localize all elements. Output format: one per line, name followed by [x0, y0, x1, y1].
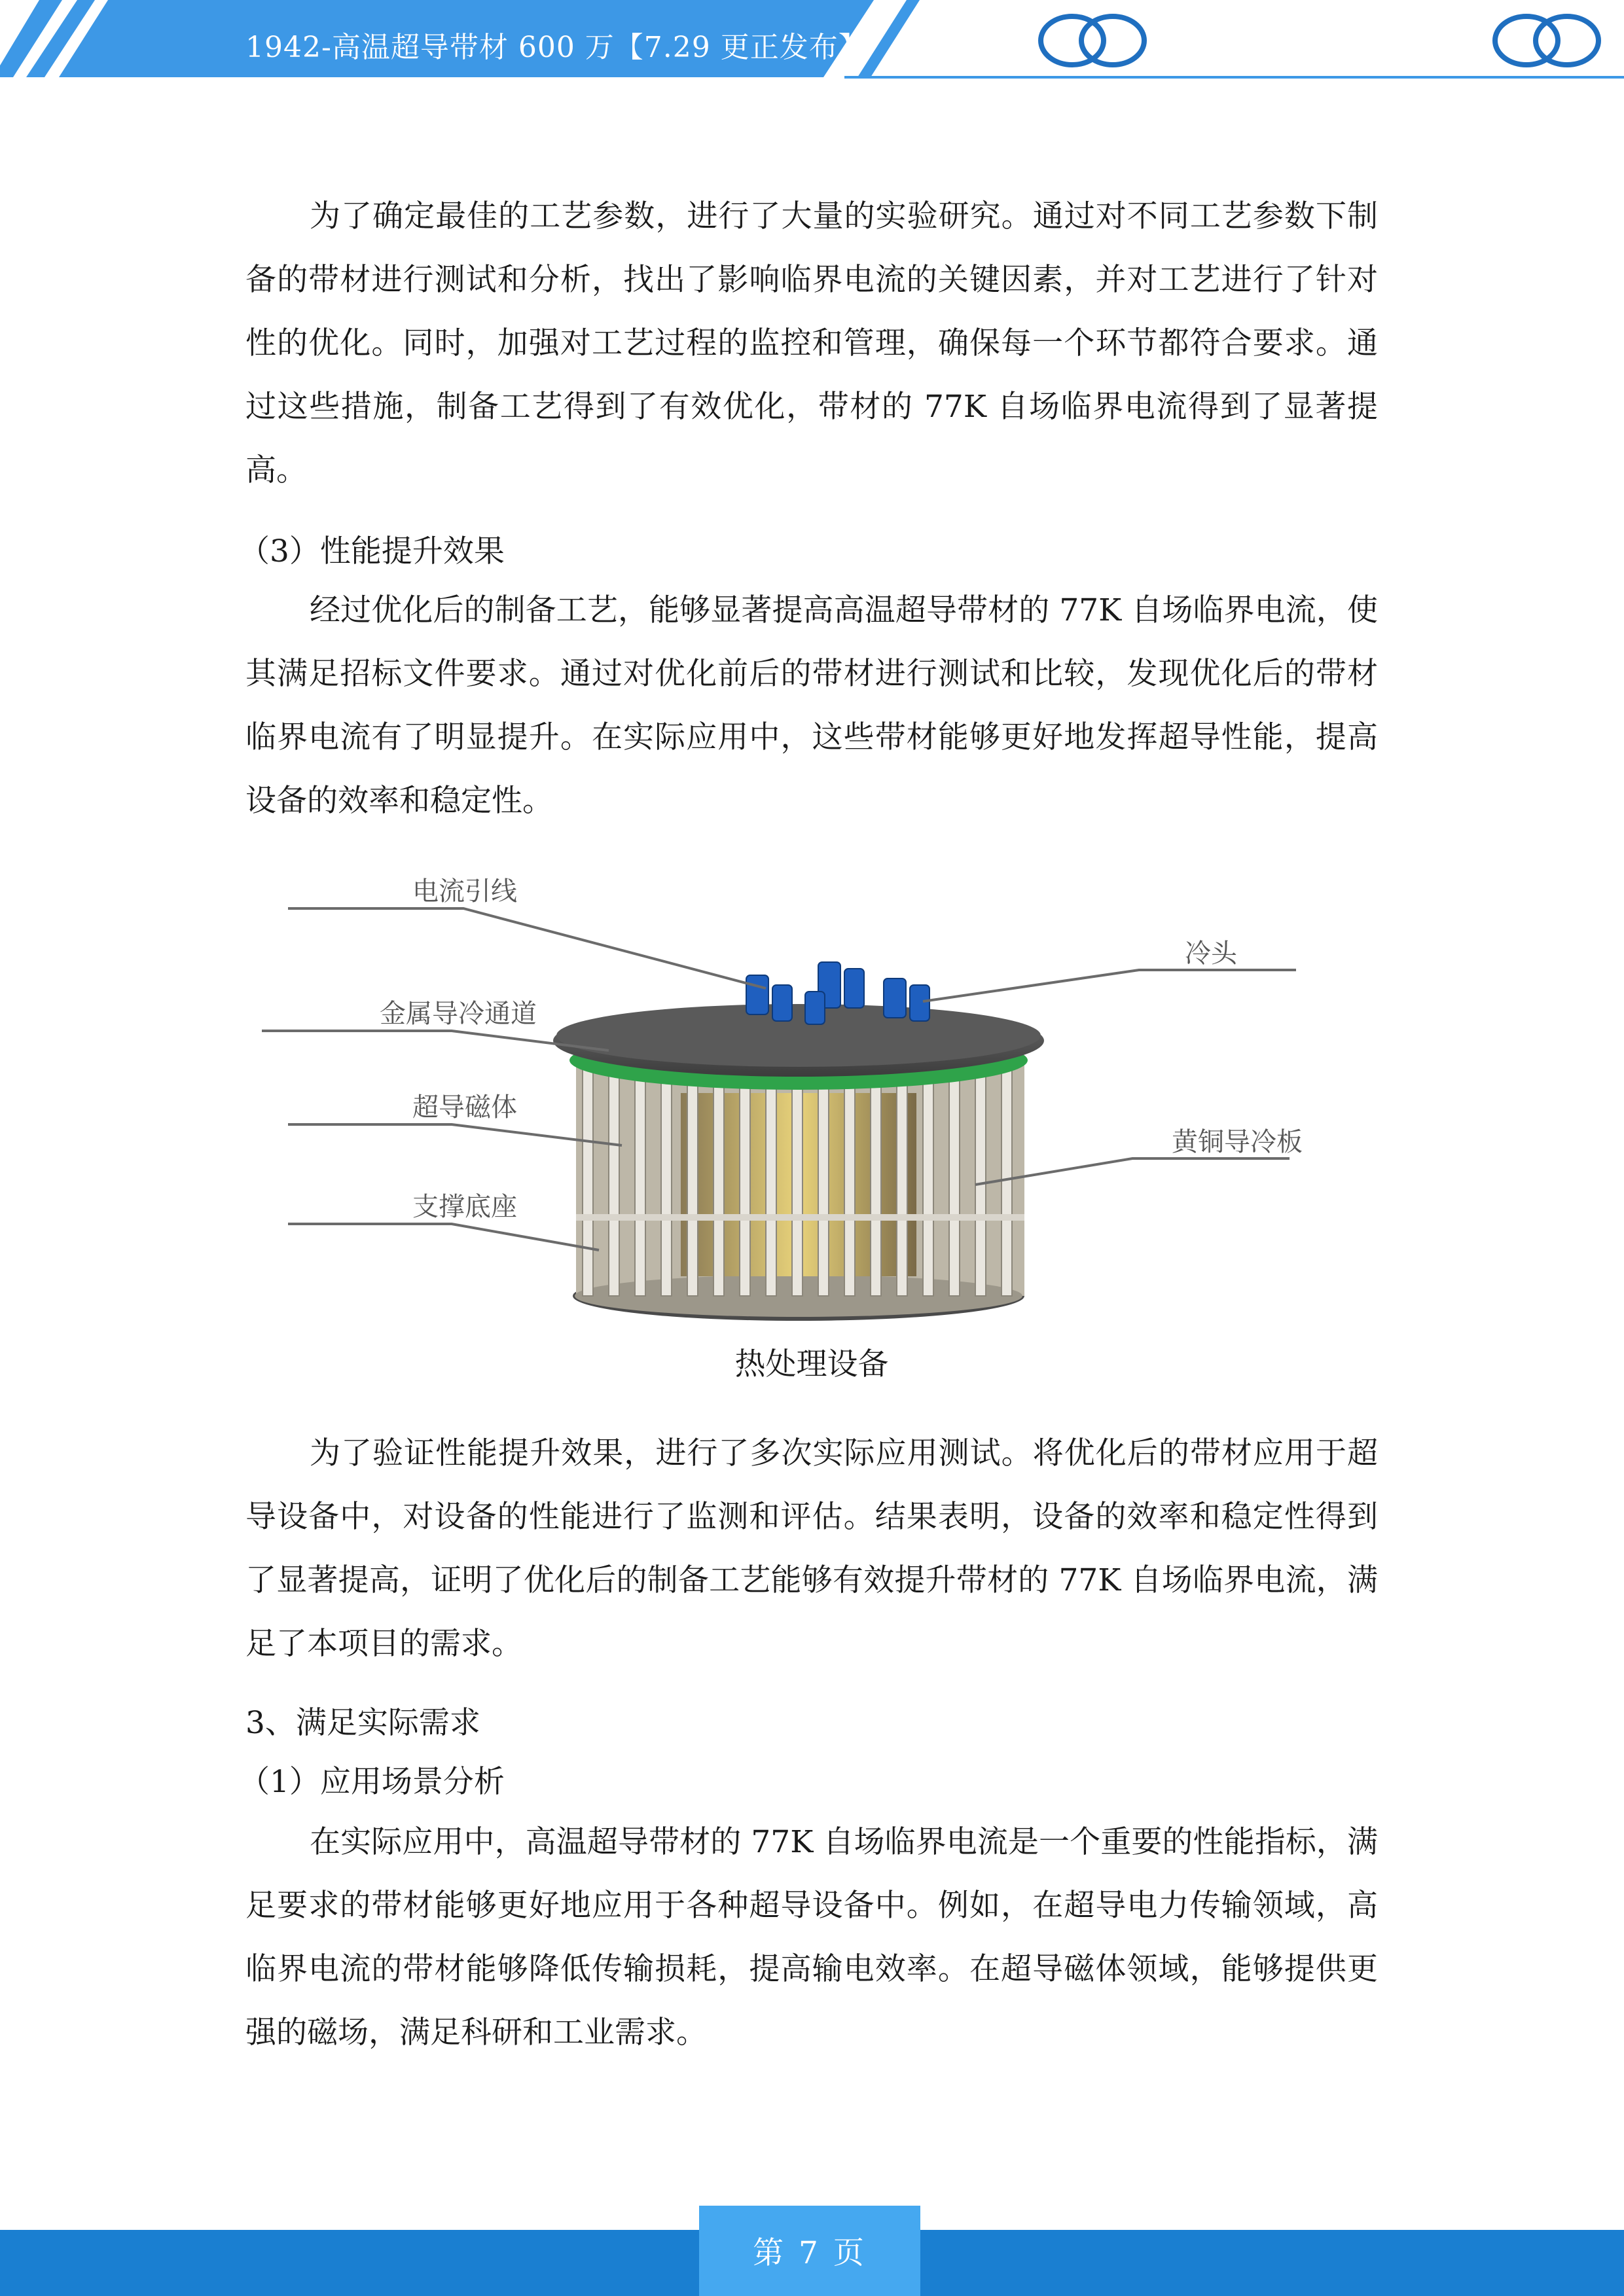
rings-logo-icon-2 — [1495, 16, 1598, 65]
paragraph-performance-improvement: 经过优化后的制备工艺，能够显著提高高温超导带材的 77K 自场临界电流，使其满足招标文件要求。通过对优化前后的带材进行测试和比较，发现优化后的带材临界电流有了明显提升。在实际应用中，这些带材能够更好地发挥超导性能，提高设备的效率和稳定性。 — [245, 592, 1378, 819]
paragraph-verification: 为了验证性能提升效果，进行了多次实际应用测试。将优化后的带材应用于超导设备中，对设备的性能进行了监测和评估。结果表明，设备的效率和稳定性得到了显著提高，证明了优化后的制备工艺能够有效提升带材的 77K 自场临界电流，满足了本项目的需求。 — [245, 1435, 1378, 1662]
heading-practical-needs: 3、满足实际需求 — [245, 1705, 480, 1741]
paragraph-application-scenarios: 在实际应用中，高温超导带材的 77K 自场临界电流是一个重要的性能指标，满足要求的带材能够更好地应用于各种超导设备中。例如，在超导电力传输领域，高临界电流的带材能够降低传输损耗，提高输电效率。在超导磁体领域，能够提供更强的磁场，满足科研和工业需求。 — [245, 1824, 1378, 2051]
heading-performance-effect: （3）性能提升效果 — [239, 533, 505, 569]
label-support-base: 支撑底座 — [412, 1192, 517, 1222]
page-header — [0, 0, 1624, 82]
figure-caption: 热处理设备 — [734, 1346, 889, 1382]
document-title: 1942-高温超导带材 600 万【7.29 更正发布】 — [245, 31, 868, 64]
paragraph-process-optimization: 为了确定最佳的工艺参数，进行了大量的实验研究。通过对不同工艺参数下制备的带材进行测试和分析，找出了影响临界电流的关键因素，并对工艺进行了针对性的优化。同时，加强对工艺过程的监控和管理，确保每一个环节都符合要求。通过这些措施，制备工艺得到了有效优化，带材的 77K 自场临界电流得到了显著提高。 — [245, 198, 1378, 488]
heat-treatment-figure — [255, 844, 1362, 1329]
label-metal-cooling-channel: 金属导冷通道 — [380, 999, 537, 1029]
label-current-lead: 电流引线 — [412, 876, 517, 906]
heading-scenario-analysis: （1）应用场景分析 — [239, 1764, 505, 1800]
label-superconducting-magnet: 超导磁体 — [412, 1092, 517, 1122]
page-number: 第 7 页 — [753, 2235, 867, 2271]
rings-logo-icon — [1041, 16, 1144, 65]
label-brass-cooling-plate: 黄铜导冷板 — [1172, 1127, 1303, 1157]
label-cold-head: 冷头 — [1185, 939, 1237, 969]
